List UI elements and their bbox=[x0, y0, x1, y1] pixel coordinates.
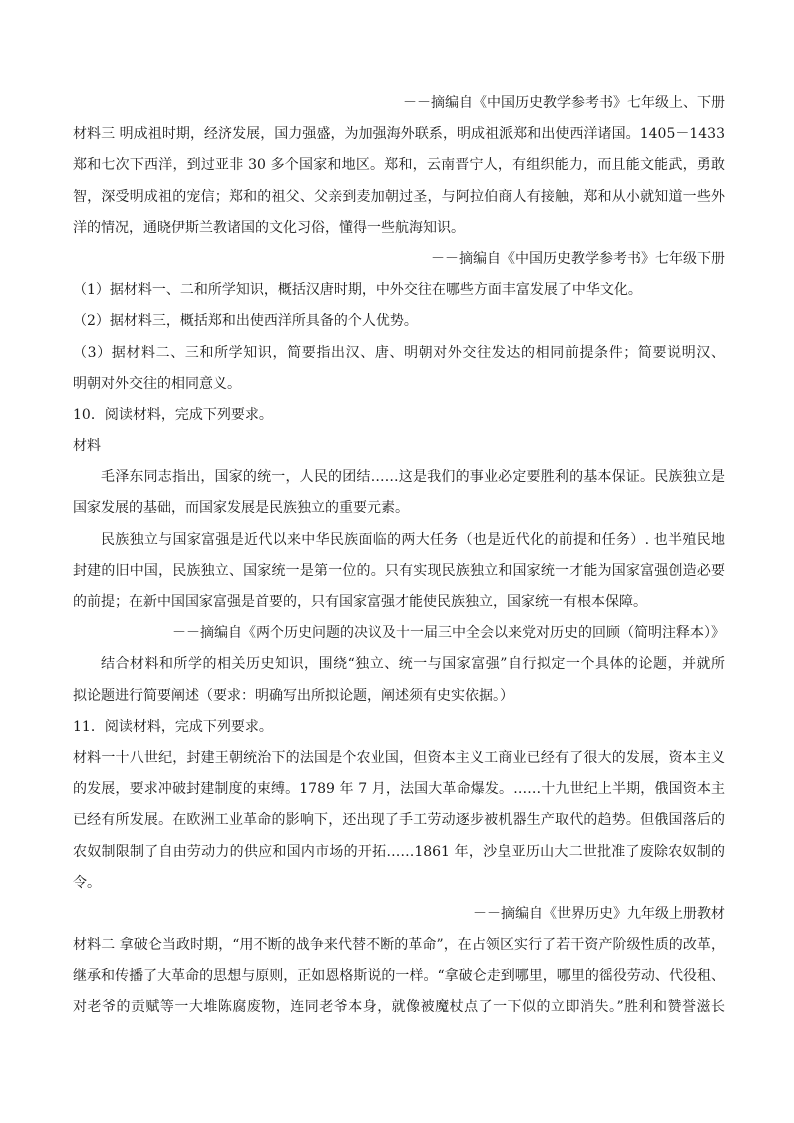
question-item: （2）据材料三，概括郑和出使西洋所具备的个人优势。 bbox=[73, 313, 418, 330]
paragraph-line: 国家发展的基础，而国家发展是民族独立的重要元素。 bbox=[73, 500, 409, 517]
paragraph-line: 农奴制限制了自由劳动力的供应和国内市场的开拓……1861 年，沙皇亚历山大二世批准了废除农奴制的 bbox=[73, 843, 725, 860]
paragraph-line: 已经有所发展。在欧洲工业革命的影响下，还出现了手工劳动逐步被机器生产取代的趋势。但俄国落后的 bbox=[73, 812, 725, 829]
paragraph-line: 洋的情况，通晓伊斯兰教诸国的文化习俗，懂得一些航海知识。 bbox=[73, 219, 465, 236]
paragraph-line: 民族独立与国家富强是近代以来中华民族面临的两大任务（也是近代化的前提和任务）. 也半殖民地 bbox=[101, 531, 725, 548]
paragraph-line: 的发展，要求冲破封建制度的束缚。1789 年 7 月，法国大革命爆发。……十九世纪上半期，俄国资本主 bbox=[73, 781, 725, 798]
source-citation: －－摘编自《两个历史问题的决议及十一届三中全会以来党对历史的回顾（简明注释本）》 bbox=[172, 625, 725, 642]
paragraph-line: 继承和传播了大革命的思想与原则，正如恩格斯说的一样。“拿破仑走到哪里，哪里的徭役劳动、代役租、 bbox=[73, 968, 725, 985]
source-citation: －－摘编自《中国历史教学参考书》七年级下册 bbox=[431, 250, 725, 267]
paragraph-line: 材料一十八世纪，封建王朝统治下的法国是个农业国，但资本主义工商业已经有了很大的发展，资本主义 bbox=[73, 749, 725, 766]
source-citation: －－摘编自《世界历史》九年级上册教材 bbox=[473, 905, 725, 922]
question-heading: 11．阅读材料，完成下列要求。 bbox=[73, 718, 273, 735]
paragraph-line: 的前提；在新中国国家富强是首要的，只有国家富强才能使民族独立，国家统一有根本保障。 bbox=[73, 594, 647, 610]
question-item: 明朝对外交往的相同意义。 bbox=[73, 375, 241, 392]
paragraph-line: 拟论题进行简要阐述（要求：明确写出所拟论题，阐述须有史实依据。） bbox=[73, 687, 514, 704]
question-item: （3）据材料二、三和所学知识，简要指出汉、唐、明朝对外交往发达的相同前提条件；简要说明汉、 bbox=[73, 344, 725, 361]
paragraph-line: 结合材料和所学的相关历史知识，围绕“独立、统一与国家富强”自行拟定一个具体的论题，并就所 bbox=[101, 656, 725, 673]
question-item: （1）据材料一、二和所学知识，概括汉唐时期，中外交往在哪些方面丰富发展了中华文化。 bbox=[73, 282, 642, 299]
paragraph-line: 智，深受明成祖的宠信；郑和的祖父、父亲到麦加朝过圣，与阿拉伯商人有接触，郑和从小就知道一些外 bbox=[73, 188, 725, 205]
material-label: 材料 bbox=[73, 438, 101, 455]
paragraph-line: 郑和七次下西洋，到过亚非 30 多个国家和地区。郑和，云南晋宁人，有组织能力，而且能文能武，勇敢 bbox=[73, 157, 725, 174]
paragraph-line: 毛泽东同志指出，国家的统一，人民的团结……这是我们的事业必定要胜利的基本保证。民族独立是 bbox=[101, 469, 725, 486]
document-page bbox=[73, 88, 725, 1024]
paragraph-line: 材料二 拿破仑当政时期，“用不断的战争来代替不断的革命”，在占领区实行了若干资产阶级性质的改革， bbox=[73, 937, 725, 954]
paragraph-line: 封建的旧中国，民族独立、国家统一是第一位的。只有实现民族独立和国家统一才能为国家富强创造必要 bbox=[73, 562, 725, 579]
question-heading: 10．阅读材料，完成下列要求。 bbox=[73, 406, 273, 423]
source-citation: －－摘编自《中国历史教学参考书》七年级上、下册 bbox=[403, 95, 725, 111]
paragraph-line: 令。 bbox=[73, 874, 101, 891]
paragraph-line: 材料三 明成祖时期，经济发展，国力强盛，为加强海外联系，明成祖派郑和出使西洋诸国。1405－1433 bbox=[73, 126, 725, 143]
paragraph-line: 对老爷的贡赋等一大堆陈腐废物，连同老爷本身，就像被魔杖点了一下似的立即消失。”胜利和赞誉滋长 bbox=[73, 999, 725, 1016]
